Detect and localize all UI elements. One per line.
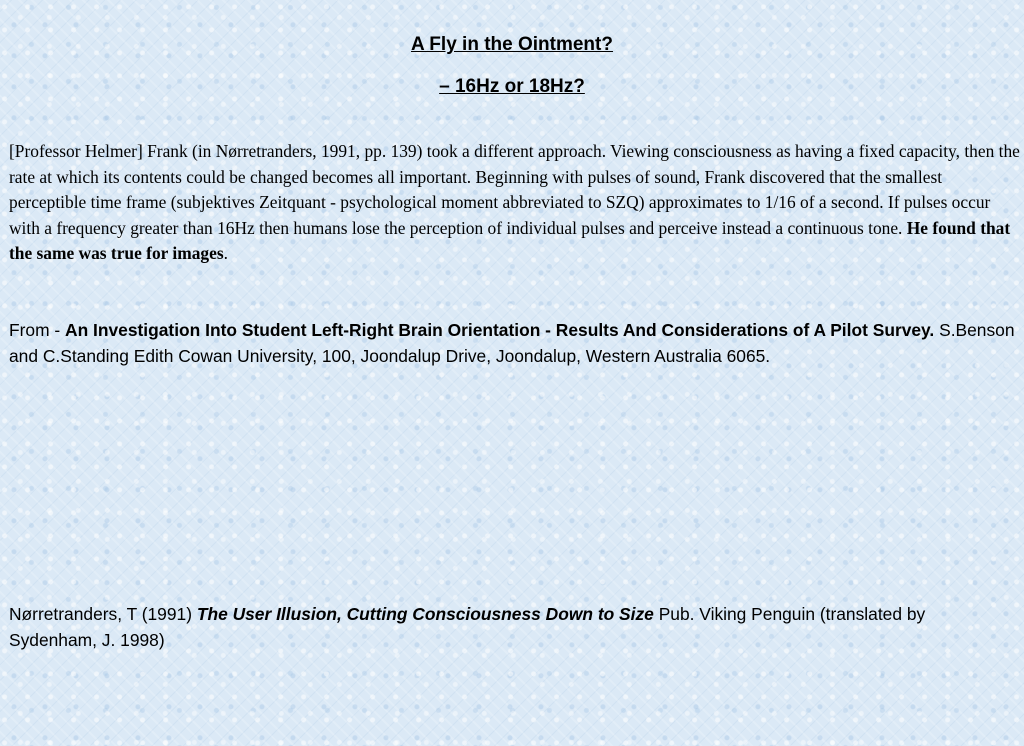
reference-author: Nørretranders, T (1991) bbox=[9, 604, 197, 624]
slide-title bbox=[0, 32, 1024, 100]
reference-publisher: Pub. Viking Penguin (translated by Sydenham, J. 1998) bbox=[9, 604, 926, 650]
title-line-1: A Fly in the Ointment? bbox=[411, 34, 613, 55]
title-line-2: – 16Hz or 18Hz? bbox=[439, 76, 585, 97]
source-title: An Investigation Into Student Left-Right Brain Orientation - Results And Considerations of A Pilot Survey. bbox=[65, 320, 935, 340]
quote-end: . bbox=[223, 243, 228, 264]
quote-emphasis: He found that the same was true for images bbox=[9, 217, 1011, 264]
book-reference bbox=[9, 601, 949, 653]
reference-title: The User Illusion, Cutting Consciousness Down to Size bbox=[196, 604, 654, 624]
source-prefix: From - bbox=[9, 320, 66, 340]
quote-paragraph bbox=[9, 139, 1021, 267]
source-details: S.Benson and C.Standing Edith Cowan University, 100, Joondalup Drive, Joondalup, Western Australia 6065. bbox=[9, 320, 1015, 366]
source-citation bbox=[9, 317, 1021, 369]
quote-text: [Professor Helmer] Frank (in Nørretranders, 1991, pp. 139) took a different approach. Viewing consciousness as having a fixed capacity, then the rate at which its contents could be changed becomes all important. Beginning with pulses of sound, Frank discovered that the smallest perceptible time frame (subjektives Zeitquant - psychological moment abbreviated to SZQ) approximates to 1/16 of a second. If pulses occur with a frequency greater than 16Hz then humans lose the perception of individual pulses and perceive instead a continuous tone. bbox=[9, 141, 1020, 238]
